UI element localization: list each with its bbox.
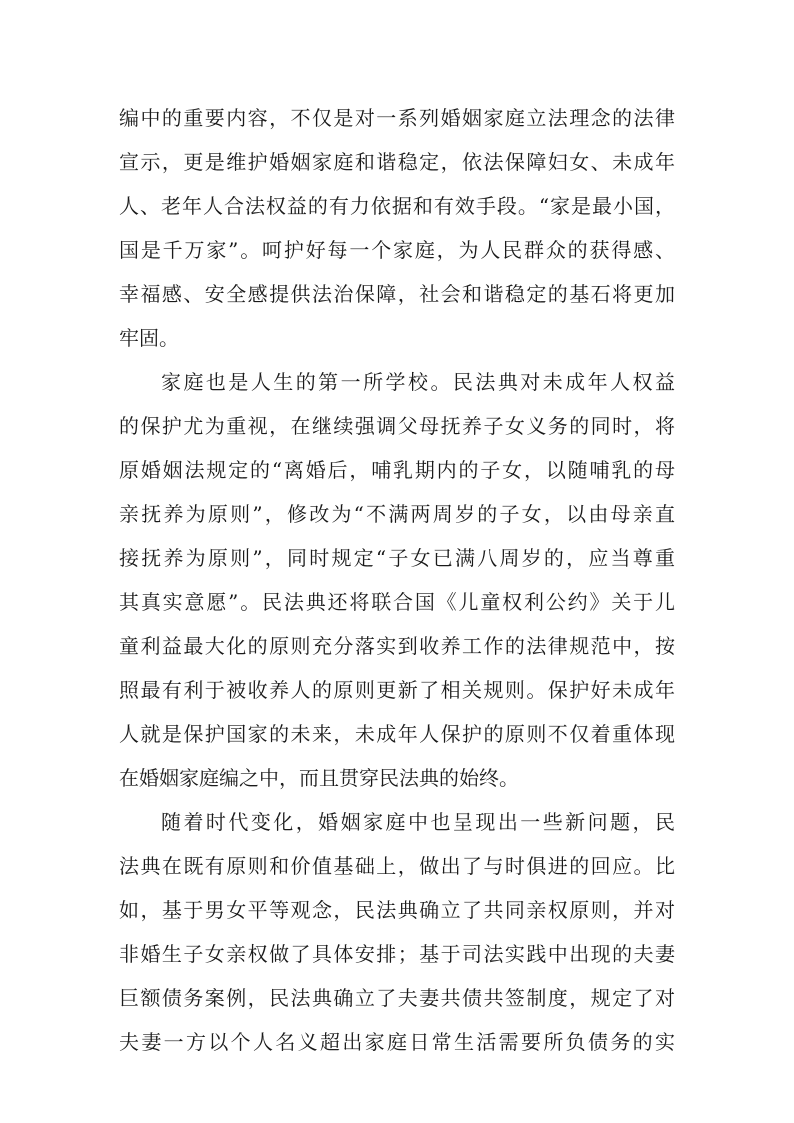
paragraph-line: 编中的重要内容，不仅是对一系列婚姻家庭立法理念的法律	[119, 106, 675, 130]
body-text	[119, 96, 675, 1064]
paragraph-line: 家庭也是人生的第一所学校。民法典对未成年人权益	[161, 370, 675, 394]
paragraph-line: 牢固。	[119, 326, 179, 350]
paragraph-line: 童利益最大化的原则充分落实到收养工作的法律规范中，按	[119, 634, 675, 658]
paragraph-line: 宣示，更是维护婚姻家庭和谐稳定，依法保障妇女、未成年	[119, 150, 675, 174]
paragraph-line: 亲抚养为原则”，修改为“不满两周岁的子女，以由母亲直	[119, 502, 675, 526]
paragraph-line: 其真实意愿”。民法典还将联合国《儿童权利公约》关于儿	[119, 590, 675, 614]
paragraph-line: 如，基于男女平等观念，民法典确立了共同亲权原则，并对	[119, 898, 675, 922]
paragraph-line: 的保护尤为重视，在继续强调父母抚养子女义务的同时，将	[119, 414, 675, 438]
paragraph-line: 人、老年人合法权益的有力依据和有效手段。“家是最小国，	[119, 194, 675, 218]
paragraph-line: 夫妻一方以个人名义超出家庭日常生活需要所负债务的实	[119, 1030, 675, 1054]
paragraph-line: 随着时代变化，婚姻家庭中也呈现出一些新问题，民	[161, 810, 675, 834]
paragraph-line: 在婚姻家庭编之中，而且贯穿民法典的始终。	[119, 766, 519, 790]
paragraph-line: 人就是保护国家的未来，未成年人保护的原则不仅着重体现	[119, 722, 675, 746]
paragraph-line: 国是千万家”。呵护好每一个家庭，为人民群众的获得感、	[119, 238, 675, 262]
paragraph-line: 接抚养为原则”，同时规定“子女已满八周岁的，应当尊重	[119, 546, 675, 570]
paragraph-line: 巨额债务案例，民法典确立了夫妻共债共签制度，规定了对	[119, 986, 675, 1010]
paragraph-line: 非婚生子女亲权做了具体安排；基于司法实践中出现的夫妻	[119, 942, 675, 966]
paragraph-line: 法典在既有原则和价值基础上，做出了与时俱进的回应。比	[119, 854, 675, 878]
paragraph-line: 幸福感、安全感提供法治保障，社会和谐稳定的基石将更加	[119, 282, 675, 306]
paragraph-line: 照最有利于被收养人的原则更新了相关规则。保护好未成年	[119, 678, 675, 702]
paragraph-line: 原婚姻法规定的“离婚后，哺乳期内的子女，以随哺乳的母	[119, 458, 675, 482]
